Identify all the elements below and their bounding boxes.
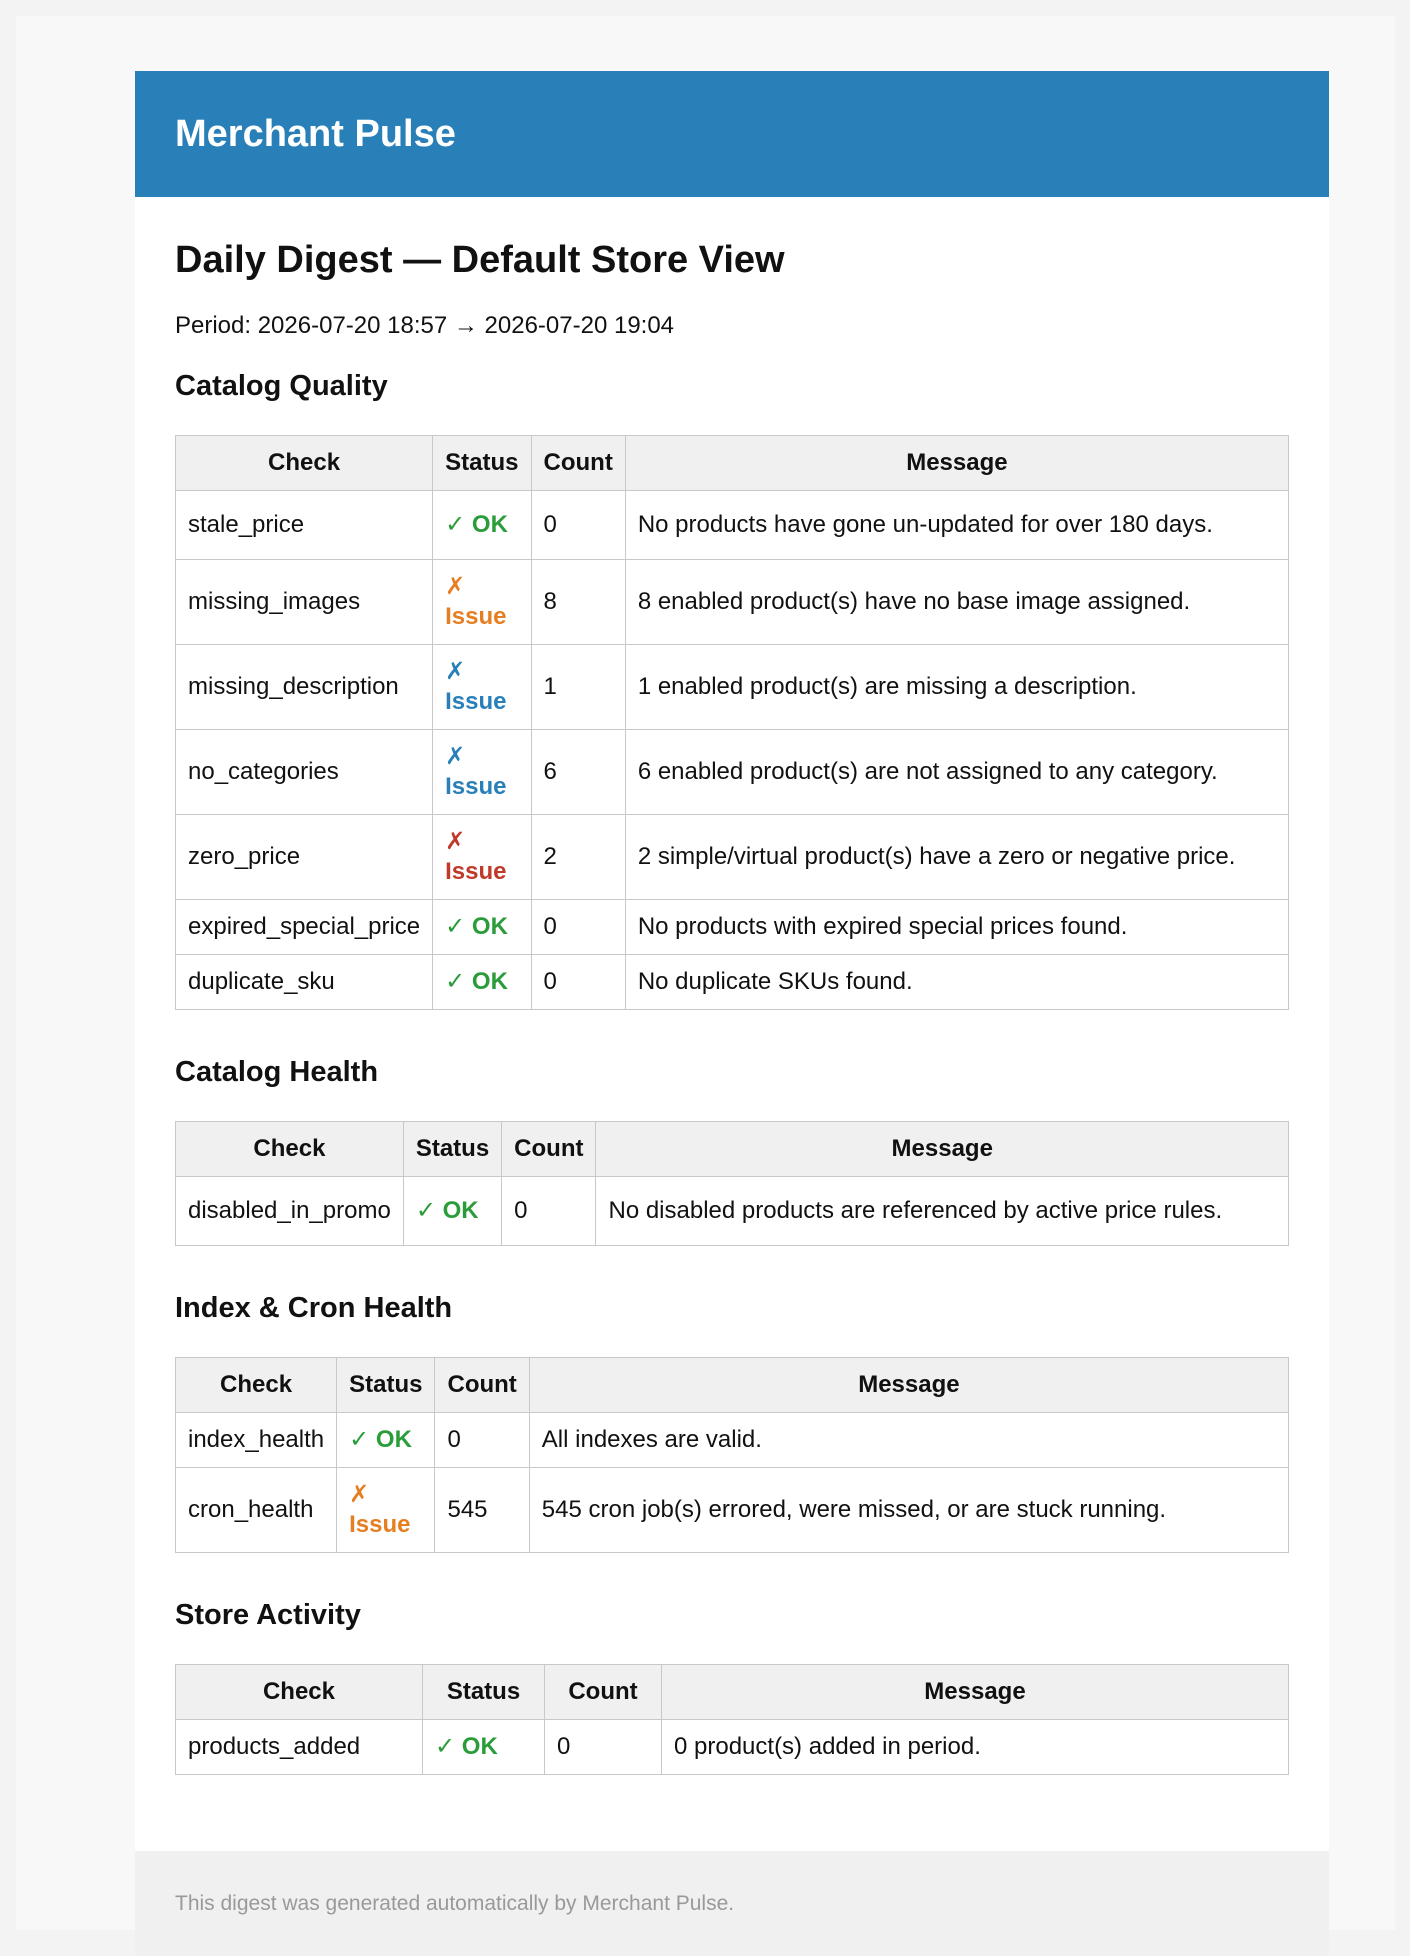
status-badge: ✓ OK <box>337 1413 435 1468</box>
message-text: 1 enabled product(s) are missing a description. <box>625 645 1288 730</box>
table-row <box>176 730 1289 815</box>
check-name: expired_special_price <box>176 900 433 955</box>
sections-container <box>175 370 1289 1775</box>
digest-card <box>135 71 1329 1956</box>
message-text: 545 cron job(s) errored, were missed, or are stuck running. <box>529 1468 1288 1553</box>
check-name: duplicate_sku <box>176 955 433 1010</box>
status-badge: ✗ Issue <box>433 560 531 645</box>
table-header-row <box>176 436 1289 491</box>
section-title: Index & Cron Health <box>175 1292 453 1324</box>
status-badge: ✗ Issue <box>337 1468 435 1553</box>
table-row <box>176 955 1289 1010</box>
column-header: Status <box>403 1122 501 1177</box>
section-title: Catalog Health <box>175 1056 379 1088</box>
count-value: 0 <box>435 1413 529 1468</box>
check-name: no_categories <box>176 730 433 815</box>
status-badge: ✗ Issue <box>433 730 531 815</box>
column-header: Count <box>502 1122 596 1177</box>
table-row <box>176 1413 1289 1468</box>
count-value: 0 <box>531 491 625 560</box>
check-table <box>175 1664 1289 1775</box>
check-name: missing_images <box>176 560 433 645</box>
column-header: Message <box>662 1665 1289 1720</box>
check-name: cron_health <box>176 1468 337 1553</box>
status-badge: ✗ Issue <box>433 645 531 730</box>
message-text: 8 enabled product(s) have no base image assigned. <box>625 560 1288 645</box>
status-badge: ✓ OK <box>433 900 531 955</box>
count-value: 0 <box>531 955 625 1010</box>
status-badge: ✓ OK <box>433 955 531 1010</box>
digest-content <box>135 197 1329 1851</box>
check-name: stale_price <box>176 491 433 560</box>
table-row <box>176 560 1289 645</box>
status-badge: ✗ Issue <box>433 815 531 900</box>
count-value: 6 <box>531 730 625 815</box>
section-title: Catalog Quality <box>175 370 388 402</box>
footer <box>135 1851 1329 1956</box>
count-value: 0 <box>502 1177 596 1246</box>
status-badge: ✓ OK <box>433 491 531 560</box>
table-row <box>176 1468 1289 1553</box>
check-table <box>175 435 1289 1010</box>
check-name: missing_description <box>176 645 433 730</box>
message-text: 6 enabled product(s) are not assigned to any category. <box>625 730 1288 815</box>
column-header: Message <box>529 1358 1288 1413</box>
column-header: Count <box>435 1358 529 1413</box>
table-row <box>176 815 1289 900</box>
column-header: Count <box>545 1665 662 1720</box>
count-value: 0 <box>545 1720 662 1775</box>
message-text: No products with expired special prices found. <box>625 900 1288 955</box>
table-header-row <box>176 1122 1289 1177</box>
status-badge: ✓ OK <box>423 1720 545 1775</box>
table-row <box>176 1720 1289 1775</box>
column-header: Check <box>176 1665 423 1720</box>
message-text: No duplicate SKUs found. <box>625 955 1288 1010</box>
email-canvas <box>16 16 1395 1930</box>
table-header-row <box>176 1358 1289 1413</box>
check-table <box>175 1357 1289 1553</box>
column-header: Status <box>433 436 531 491</box>
count-value: 2 <box>531 815 625 900</box>
count-value: 545 <box>435 1468 529 1553</box>
column-header: Status <box>337 1358 435 1413</box>
table-row <box>176 900 1289 955</box>
section-title: Store Activity <box>175 1599 361 1631</box>
table-row <box>176 645 1289 730</box>
page-title: Daily Digest — Default Store View <box>175 239 785 281</box>
brand-banner <box>135 71 1329 197</box>
table-row <box>176 491 1289 560</box>
message-text: 0 product(s) added in period. <box>662 1720 1289 1775</box>
column-header: Count <box>531 436 625 491</box>
column-header: Message <box>625 436 1288 491</box>
count-value: 1 <box>531 645 625 730</box>
check-name: index_health <box>176 1413 337 1468</box>
check-name: zero_price <box>176 815 433 900</box>
column-header: Message <box>596 1122 1289 1177</box>
check-name: disabled_in_promo <box>176 1177 404 1246</box>
column-header: Status <box>423 1665 545 1720</box>
table-header-row <box>176 1665 1289 1720</box>
count-value: 8 <box>531 560 625 645</box>
status-badge: ✓ OK <box>403 1177 501 1246</box>
message-text: No disabled products are referenced by active price rules. <box>596 1177 1289 1246</box>
count-value: 0 <box>531 900 625 955</box>
period-line: Period: 2026-07-20 18:57 → 2026-07-20 19:04 <box>175 312 675 339</box>
column-header: Check <box>176 436 433 491</box>
column-header: Check <box>176 1358 337 1413</box>
message-text: All indexes are valid. <box>529 1413 1288 1468</box>
footer-text: This digest was generated automatically by Merchant Pulse. <box>175 1891 735 1915</box>
column-header: Check <box>176 1122 404 1177</box>
message-text: No products have gone un-updated for over 180 days. <box>625 491 1288 560</box>
check-table <box>175 1121 1289 1246</box>
check-name: products_added <box>176 1720 423 1775</box>
table-row <box>176 1177 1289 1246</box>
brand-title: Merchant Pulse <box>175 112 456 155</box>
message-text: 2 simple/virtual product(s) have a zero or negative price. <box>625 815 1288 900</box>
